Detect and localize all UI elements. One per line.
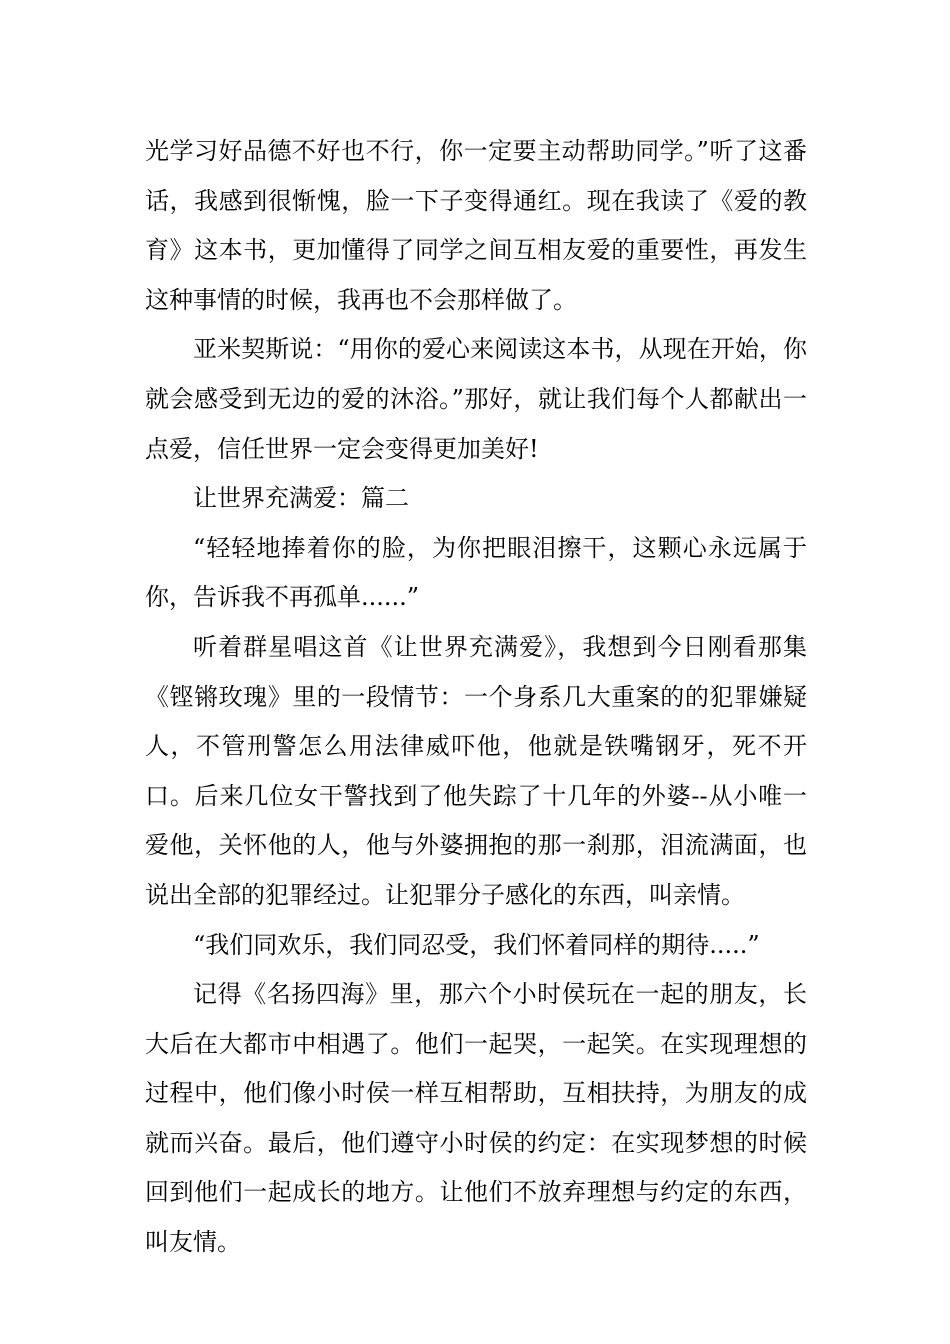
lyric-quote-1: “轻轻地捧着你的脸，为你把眼泪擦干，这颗心永远属于你，告诉我不再孤单......” <box>145 533 807 612</box>
paragraph-2: 亚米契斯说：“用你的爱心来阅读这本书，从现在开始，你就会感受到无边的爱的沐浴。”那好，就让我们每个人都献出一点爱，信任世界一定会变得更加美好! <box>145 335 807 463</box>
section-heading: 让世界充满爱：篇二 <box>193 484 409 513</box>
paragraph-family-story: 听着群星唱这首《让世界充满爱》，我想到今日刚看那集《铿锵玫瑰》里的一段情节：一个身系几大重案的的犯罪嫌疑人，不管刑警怎么用法律威吓他，他就是铁嘴钢牙，死不开口。后来几位女干警找到了他失踪了十几年的外婆--从小唯一爱他，关怀他的人，他与外婆拥抱的那一刹那，泪流满面，也说出全部的犯罪经过。让犯罪分子感化的东西，叫亲情。 <box>145 632 807 909</box>
paragraph-friendship-story: 记得《名扬四海》里，那六个小时侯玩在一起的朋友，长大后在大都市中相遇了。他们一起哭，一起笑。在实现理想的过程中，他们像小时侯一样互相帮助，互相扶持，为朋友的成就而兴奋。最后，他们遵守小时侯的约定：在实现梦想的时候回到他们一起成长的地方。让他们不放弃理想与约定的东西，叫友情。 <box>145 980 807 1257</box>
document-body <box>145 127 807 1268</box>
paragraph-1: 光学习好品德不好也不行，你一定要主动帮助同学。”听了这番话，我感到很惭愧，脸一下子变得通红。现在我读了《爱的教育》这本书，更加懂得了同学之间互相友爱的重要性，再发生这种事情的时候，我再也不会那样做了。 <box>145 137 807 314</box>
lyric-quote-2: “我们同欢乐，我们同忍受，我们怀着同样的期待.....” <box>193 930 760 959</box>
